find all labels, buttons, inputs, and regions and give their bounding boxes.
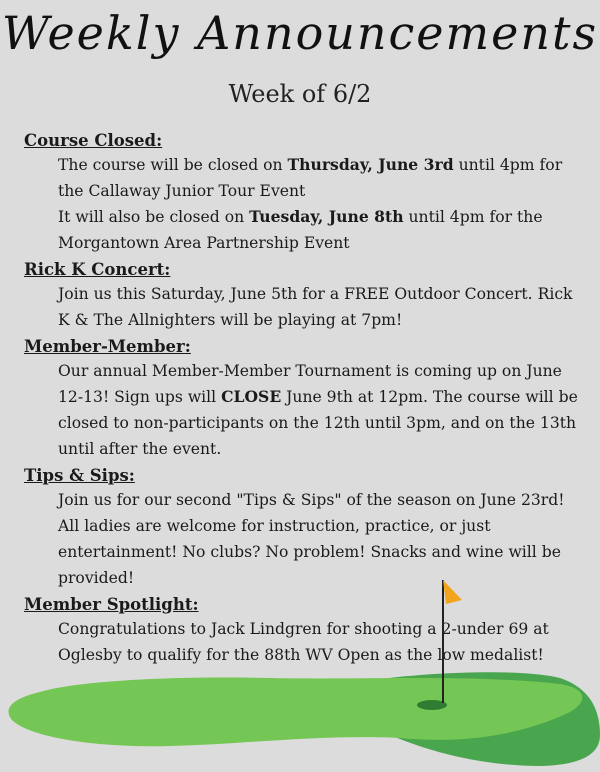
section-course-closed [24,129,584,256]
paragraph [58,204,584,256]
bold-text-run: CLOSE [221,387,282,406]
section-heading: Rick K Concert: [24,260,171,279]
page-title: Weekly Announcements [1,6,599,60]
text-run: It will also be closed on [58,208,250,226]
paragraph [58,358,584,462]
text-run: June 9th at 12pm. The course will be closed to non-participants on the 12th until 3pm, and on the 13th until after the event. [58,388,578,458]
flag-icon [443,580,462,604]
text-run: until 4pm for the Callaway Junior Tour Event [58,156,563,200]
golf-green-illustration [0,560,600,772]
bold-text-run: Tuesday, June 8th [249,207,404,226]
section-heading: Member-Member: [24,337,191,356]
paragraph: Join us for our second "Tips & Sips" of the season on June 23rd! All ladies are welcome for instruction, practice, or just entertainment! No clubs? No problem! Snacks and wine will be provided! [58,491,565,587]
section-heading: Tips & Sips: [24,466,135,485]
paragraph: Join us this Saturday, June 5th for a FREE Outdoor Concert. Rick K & The Allnighters will be playing at 7pm! [58,285,573,329]
paragraph [58,152,584,204]
section-member-member [24,335,584,462]
text-run: until 4pm for the Morgantown Area Partnership Event [58,208,543,252]
section-heading: Course Closed: [24,131,163,150]
text-run: The course will be closed on [58,156,288,174]
bold-text-run: Thursday, June 3rd [287,155,454,174]
text-run: Our annual Member-Member Tournament is coming up on June 12-13! Sign ups will [58,362,562,406]
page-subtitle: Week of 6/2 [228,80,372,108]
paragraph: Congratulations to Jack Lindgren for shooting a 2-under 69 at Oglesby to qualify for the 88th WV Open as the low medalist! [58,620,549,664]
section-heading: Member Spotlight: [24,595,199,614]
section-rick-k-concert [24,258,584,333]
